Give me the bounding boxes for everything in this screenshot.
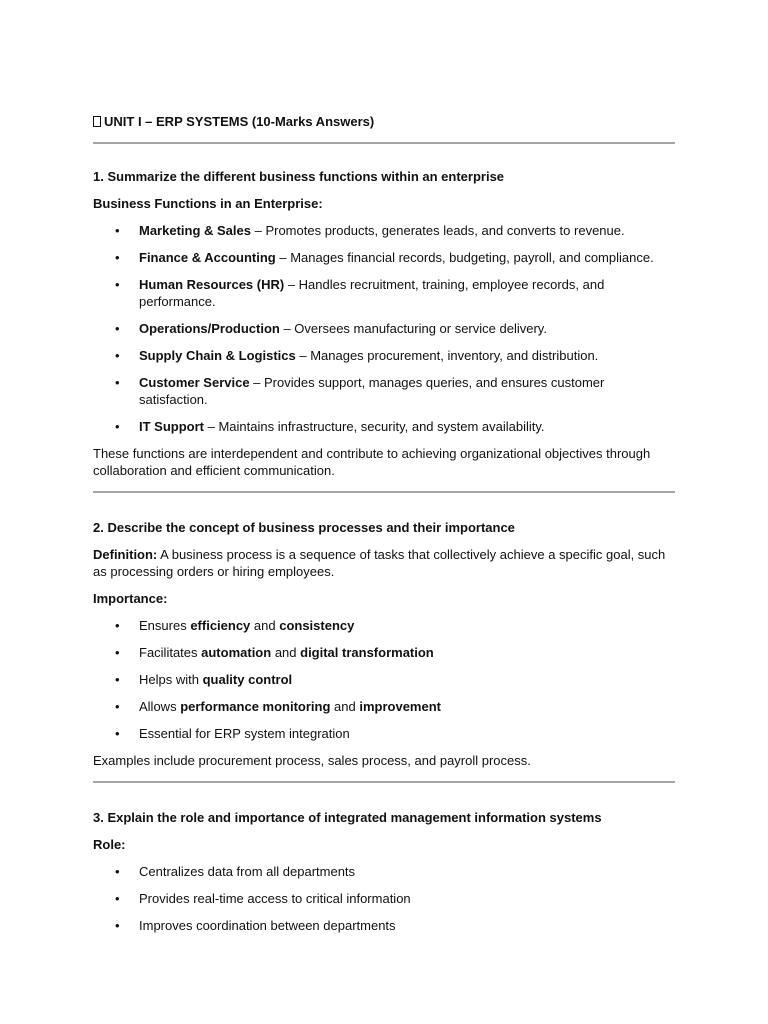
item-text: and [271,645,301,660]
bullet-icon: • [115,918,120,933]
item-text: and [250,618,280,633]
item-emphasis: consistency [279,618,355,633]
bullet-icon: • [115,348,120,363]
list-item [93,863,675,880]
item-text: Centralizes data from all departments [139,864,356,879]
q2-definition [93,546,675,580]
item-desc: – Handles recruitment, training, employee records, and performance. [139,277,605,309]
bullet-icon: • [115,250,120,265]
definition-label: Definition: [93,547,158,562]
bullet-icon: • [115,321,120,336]
q2-importance-list [93,617,675,742]
item-text: and [330,699,360,714]
bullet-icon: • [115,699,120,714]
list-item [93,617,675,634]
list-item [93,249,675,266]
bullet-icon: • [115,864,120,879]
bullet-icon: • [115,223,120,238]
list-item [93,917,675,934]
list-item [93,374,675,408]
item-emphasis: quality control [202,672,293,687]
bullet-icon: • [115,672,120,687]
list-item [93,320,675,337]
bullet-icon: • [115,726,120,741]
unit-title-text: UNIT I – ERP SYSTEMS (10-Marks Answers) [104,114,375,129]
item-emphasis: performance monitoring [180,699,331,714]
q1-function-list [93,222,675,435]
item-term: Human Resources (HR) [139,277,285,292]
list-item [93,890,675,907]
bullet-icon: • [115,645,120,660]
q2-closing: Examples include procurement process, sales process, and payroll process. [93,753,531,768]
item-text: Essential for ERP system integration [139,726,350,741]
item-text: Ensures [139,618,191,633]
item-desc: – Provides support, manages queries, and ensures customer satisfaction. [139,375,605,407]
item-emphasis: improvement [359,699,441,714]
list-item [93,276,675,310]
item-term: Supply Chain & Logistics [139,348,296,363]
definition-text: A business process is a sequence of tasks that collectively achieve a specific goal, such as processing orders or hiring employees. [93,547,666,579]
missing-glyph-icon [93,116,101,127]
list-item [93,222,675,239]
list-item [93,418,675,435]
item-term: Customer Service [139,375,250,390]
item-emphasis: automation [201,645,272,660]
item-desc: – Manages procurement, inventory, and distribution. [295,348,599,363]
bullet-icon: • [115,419,120,434]
q3-role-label: Role: [93,837,126,852]
item-text: Helps with [139,672,203,687]
question-3-title: 3. Explain the role and importance of integrated management information systems [93,810,602,825]
bullet-icon: • [115,618,120,633]
list-item [93,347,675,364]
bullet-icon: • [115,891,120,906]
list-item [93,671,675,688]
item-desc: – Promotes products, generates leads, and converts to revenue. [251,223,625,238]
item-text: Facilitates [139,645,202,660]
question-1-title: 1. Summarize the different business functions within an enterprise [93,169,505,184]
bullet-icon: • [115,375,120,390]
item-emphasis: digital transformation [300,645,434,660]
list-item [93,644,675,661]
item-text: Allows [139,699,181,714]
item-term: IT Support [139,419,204,434]
item-term: Operations/Production [139,321,280,336]
document-content [93,113,675,944]
item-text: Improves coordination between departments [139,918,396,933]
item-desc: – Oversees manufacturing or service delivery. [279,321,547,336]
item-desc: – Maintains infrastructure, security, and system availability. [204,419,545,434]
item-term: Finance & Accounting [139,250,276,265]
q1-closing: These functions are interdependent and contribute to achieving organizational objectives through collaboration and efficient communication. [93,446,651,478]
q2-importance-label: Importance: [93,591,168,606]
item-emphasis: efficiency [190,618,251,633]
item-text: Provides real-time access to critical information [139,891,411,906]
bullet-icon: • [115,277,120,292]
item-term: Marketing & Sales [139,223,251,238]
item-desc: – Manages financial records, budgeting, payroll, and compliance. [275,250,654,265]
q3-role-list [93,863,675,934]
list-item [93,725,675,742]
question-2-title: 2. Describe the concept of business processes and their importance [93,520,515,535]
q1-subheading: Business Functions in an Enterprise: [93,196,323,211]
list-item [93,698,675,715]
unit-title [93,113,675,131]
